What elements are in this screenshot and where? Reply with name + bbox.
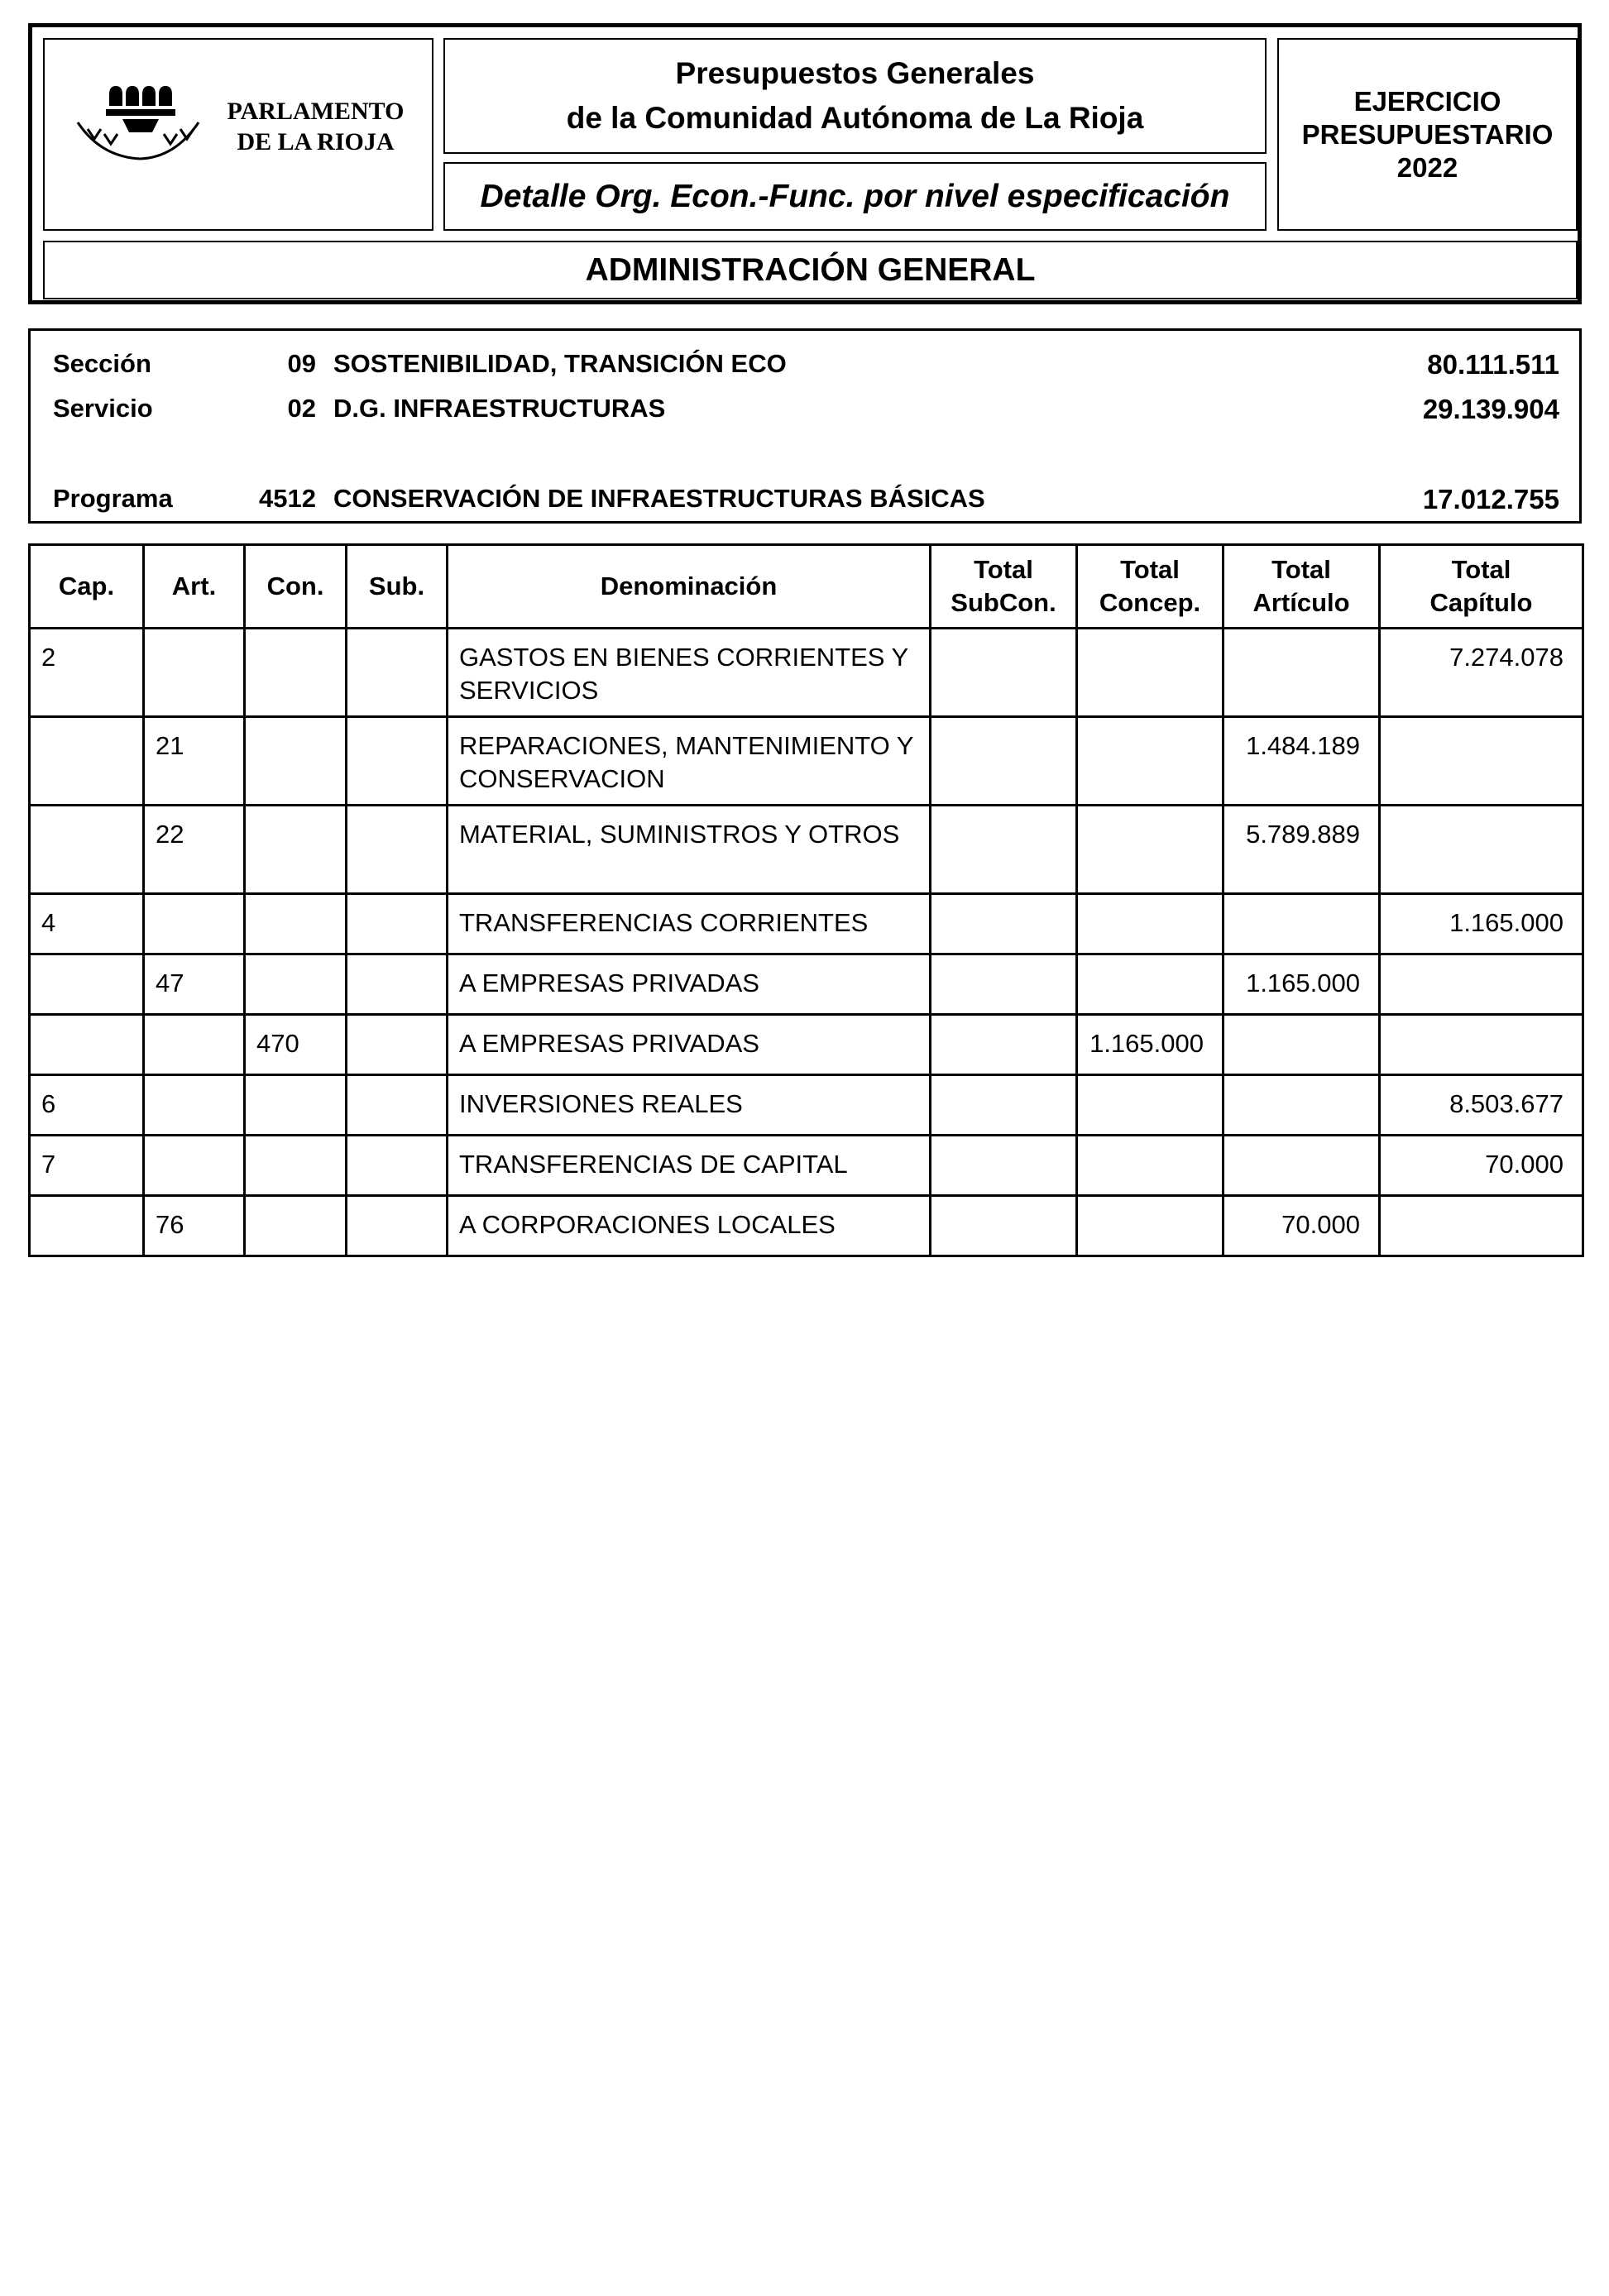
cell-denominacion: MATERIAL, SUMINISTROS Y OTROS: [448, 806, 931, 894]
seccion-name: SOSTENIBILIDAD, TRANSICIÓN ECO: [333, 349, 787, 378]
cell-total-concep: [1077, 629, 1224, 717]
cell-total-capitulo: [1380, 954, 1583, 1015]
exercise-year: 2022: [1396, 151, 1458, 183]
parliament-emblem-icon: [76, 74, 200, 165]
cell-total-concep: [1077, 894, 1224, 954]
document-header: [28, 23, 1582, 304]
cell-sub: [347, 717, 448, 806]
cell-total-concep: [1077, 1075, 1224, 1136]
cell-cap: 2: [30, 629, 144, 717]
header-total-capitulo-line-2: Capítulo: [1429, 588, 1533, 617]
header-total-subcon-line-1: Total: [974, 555, 1033, 584]
table-row: [30, 1136, 1583, 1196]
cell-con: [245, 894, 347, 954]
budget-table: [28, 543, 1584, 1257]
table-row: [30, 629, 1583, 717]
cell-art: [144, 894, 245, 954]
cell-total-subcon: [931, 1136, 1077, 1196]
servicio-label: Servicio: [53, 394, 153, 423]
logo-line-1: PARLAMENTO: [227, 98, 405, 125]
seccion-row: [31, 342, 1579, 384]
title-line-1: Presupuestos Generales: [675, 56, 1035, 90]
header-cap: Cap.: [30, 545, 144, 629]
header-total-articulo-line-2: Artículo: [1252, 588, 1350, 617]
cell-cap: 4: [30, 894, 144, 954]
cell-art: 47: [144, 954, 245, 1015]
cell-total-capitulo: [1380, 1196, 1583, 1256]
header-total-capitulo-line-1: Total: [1451, 555, 1511, 584]
cell-con: [245, 629, 347, 717]
cell-total-articulo: [1224, 1075, 1380, 1136]
cell-con: [245, 1075, 347, 1136]
admin-title: ADMINISTRACIÓN GENERAL: [585, 251, 1036, 288]
cell-cap: [30, 1015, 144, 1075]
cell-total-articulo: [1224, 894, 1380, 954]
cell-sub: [347, 1136, 448, 1196]
cell-total-subcon: [931, 806, 1077, 894]
cell-total-capitulo: 7.274.078: [1380, 629, 1583, 717]
header-total-articulo: [1224, 545, 1380, 629]
cell-denominacion: A EMPRESAS PRIVADAS: [448, 954, 931, 1015]
cell-total-subcon: [931, 954, 1077, 1015]
cell-denominacion: TRANSFERENCIAS CORRIENTES: [448, 894, 931, 954]
cell-denominacion: REPARACIONES, MANTENIMIENTO Y CONSERVACION: [448, 717, 931, 806]
programa-row: [31, 477, 1579, 519]
cell-total-subcon: [931, 1196, 1077, 1256]
cell-total-articulo: [1224, 1015, 1380, 1075]
cell-art: 21: [144, 717, 245, 806]
cell-total-subcon: [931, 717, 1077, 806]
cell-total-capitulo: [1380, 717, 1583, 806]
header-con: Con.: [245, 545, 347, 629]
cell-total-concep: [1077, 1196, 1224, 1256]
section-info-panel: [28, 328, 1582, 524]
cell-con: [245, 717, 347, 806]
cell-total-articulo: 1.165.000: [1224, 954, 1380, 1015]
table-row: [30, 717, 1583, 806]
exercise-box: [1277, 38, 1578, 231]
cell-cap: 7: [30, 1136, 144, 1196]
cell-total-subcon: [931, 1015, 1077, 1075]
cell-total-articulo: 1.484.189: [1224, 717, 1380, 806]
cell-con: [245, 1196, 347, 1256]
programa-label: Programa: [53, 484, 173, 513]
header-total-articulo-line-1: Total: [1271, 555, 1331, 584]
exercise-line-1: EJERCICIO: [1353, 85, 1501, 117]
header-total-subcon: [931, 545, 1077, 629]
cell-total-concep: 1.165.000: [1077, 1015, 1224, 1075]
table-row: [30, 806, 1583, 894]
cell-con: [245, 806, 347, 894]
cell-con: [245, 1136, 347, 1196]
header-art: Art.: [144, 545, 245, 629]
cell-cap: [30, 954, 144, 1015]
seccion-label: Sección: [53, 349, 151, 378]
cell-total-articulo: [1224, 1136, 1380, 1196]
cell-total-subcon: [931, 1075, 1077, 1136]
cell-denominacion: INVERSIONES REALES: [448, 1075, 931, 1136]
header-total-concep-line-2: Concep.: [1099, 588, 1201, 617]
cell-art: [144, 629, 245, 717]
header-total-subcon-line-2: SubCon.: [951, 588, 1056, 617]
table-header-row: [30, 545, 1583, 629]
cell-sub: [347, 1075, 448, 1136]
header-total-concep: [1077, 545, 1224, 629]
cell-con: 470: [245, 1015, 347, 1075]
cell-total-capitulo: 1.165.000: [1380, 894, 1583, 954]
title-line-2: de la Comunidad Autónoma de La Rioja: [566, 101, 1144, 135]
admin-box: [43, 241, 1578, 299]
cell-total-concep: [1077, 1136, 1224, 1196]
programa-amount: 17.012.755: [1422, 484, 1559, 514]
cell-total-subcon: [931, 894, 1077, 954]
report-subtitle: Detalle Org. Econ.-Func. por nivel especificación: [480, 178, 1230, 214]
cell-total-articulo: 70.000: [1224, 1196, 1380, 1256]
cell-cap: [30, 806, 144, 894]
cell-sub: [347, 1196, 448, 1256]
cell-art: [144, 1136, 245, 1196]
title-box: [443, 38, 1267, 154]
cell-art: 76: [144, 1196, 245, 1256]
cell-art: [144, 1075, 245, 1136]
cell-denominacion: A EMPRESAS PRIVADAS: [448, 1015, 931, 1075]
cell-denominacion: A CORPORACIONES LOCALES: [448, 1196, 931, 1256]
seccion-amount: 80.111.511: [1427, 349, 1559, 380]
cell-total-concep: [1077, 717, 1224, 806]
cell-sub: [347, 1015, 448, 1075]
servicio-amount: 29.139.904: [1422, 394, 1559, 424]
cell-total-capitulo: 70.000: [1380, 1136, 1583, 1196]
header-denominacion: Denominación: [448, 545, 931, 629]
logo-box: [43, 38, 433, 231]
table-row: [30, 1196, 1583, 1256]
table-row: [30, 954, 1583, 1015]
logo-text: [210, 96, 421, 157]
header-total-concep-line-1: Total: [1120, 555, 1180, 584]
cell-total-concep: [1077, 806, 1224, 894]
seccion-code: 09: [287, 349, 316, 378]
cell-total-articulo: 5.789.889: [1224, 806, 1380, 894]
cell-total-subcon: [931, 629, 1077, 717]
table-row: [30, 1075, 1583, 1136]
cell-cap: [30, 1196, 144, 1256]
servicio-row: [31, 387, 1579, 428]
cell-denominacion: TRANSFERENCIAS DE CAPITAL: [448, 1136, 931, 1196]
exercise-line-2: PRESUPUESTARIO: [1301, 118, 1554, 150]
cell-total-capitulo: [1380, 1015, 1583, 1075]
programa-name: CONSERVACIÓN DE INFRAESTRUCTURAS BÁSICAS: [333, 484, 985, 513]
logo-line-2: DE LA RIOJA: [237, 128, 395, 155]
cell-sub: [347, 806, 448, 894]
cell-sub: [347, 894, 448, 954]
cell-sub: [347, 629, 448, 717]
cell-total-articulo: [1224, 629, 1380, 717]
servicio-code: 02: [287, 394, 316, 423]
header-sub: Sub.: [347, 545, 448, 629]
table-row: [30, 894, 1583, 954]
cell-total-capitulo: [1380, 806, 1583, 894]
cell-cap: 6: [30, 1075, 144, 1136]
programa-code: 4512: [259, 484, 316, 513]
subtitle-box: [443, 162, 1267, 231]
cell-total-capitulo: 8.503.677: [1380, 1075, 1583, 1136]
cell-art: [144, 1015, 245, 1075]
cell-sub: [347, 954, 448, 1015]
cell-art: 22: [144, 806, 245, 894]
cell-con: [245, 954, 347, 1015]
cell-denominacion: GASTOS EN BIENES CORRIENTES Y SERVICIOS: [448, 629, 931, 717]
header-total-capitulo: [1380, 545, 1583, 629]
servicio-name: D.G. INFRAESTRUCTURAS: [333, 394, 666, 423]
table-row: [30, 1015, 1583, 1075]
cell-cap: [30, 717, 144, 806]
cell-total-concep: [1077, 954, 1224, 1015]
